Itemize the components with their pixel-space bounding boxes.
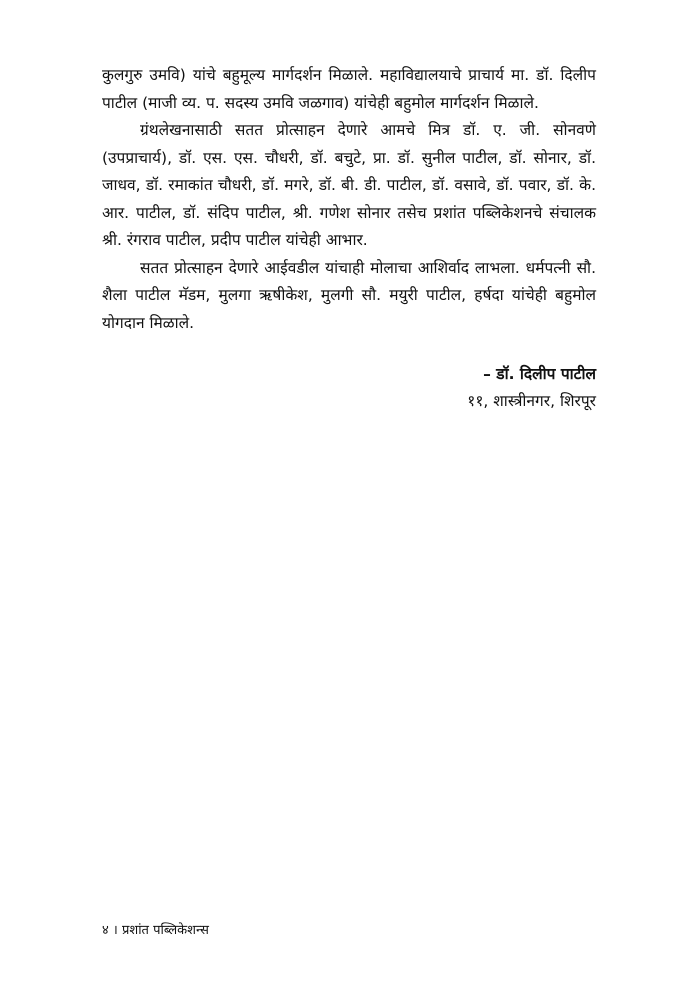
page-body (102, 62, 596, 415)
author-address: ११, शास्त्रीनगर, शिरपूर (467, 392, 596, 410)
paragraph-acknowledgement-friends: ग्रंथलेखनासाठी सतत प्रोत्साहन देणारे आमचे मित्र डॉ. ए. जी. सोनवणे (उपप्राचार्य), डॉ. एस. एस. चौधरी, डॉ. बचुटे, प्रा. डॉ. सुनील पाटील, डॉ. सोनार, डॉ. जाधव, डॉ. रमाकांत चौधरी, डॉ. मगरे, डॉ. बी. डी. पाटील, डॉ. वसावे, डॉ. पवार, डॉ. के. आर. पाटील, डॉ. संदिप पाटील, श्री. गणेश सोनार तसेच प्रशांत पब्लिकेशनचे संचालक श्री. रंगराव पाटील, प्रदीप पाटील यांचेही आभार. (102, 121, 596, 249)
paragraph-acknowledgement-guidance: कुलगुरु उमवि) यांचे बहुमूल्य मार्गदर्शन मिळाले. महाविद्यालयाचे प्राचार्य मा. डॉ. दिलीप पाटील (माजी व्य. प. सदस्य उमवि जळगाव) यांचेही बहुमोल मार्गदर्शन मिळाले. (102, 66, 596, 112)
signature-block (102, 361, 596, 415)
paragraph-acknowledgement-family: सतत प्रोत्साहन देणारे आईवडील यांचाही मोलाचा आशिर्वाद लाभला. धर्मपत्नी सौ. शैला पाटील मॅडम, मुलगा ऋषीकेश, मुलगी सौ. मयुरी पाटील, हर्षदा यांचेही बहुमोल योगदान मिळाले. (102, 258, 596, 332)
page-footer: ४ । प्रशांत पब्लिकेशन्स (102, 923, 209, 938)
author-name: – डॉ. दिलीप पाटील (483, 365, 596, 383)
